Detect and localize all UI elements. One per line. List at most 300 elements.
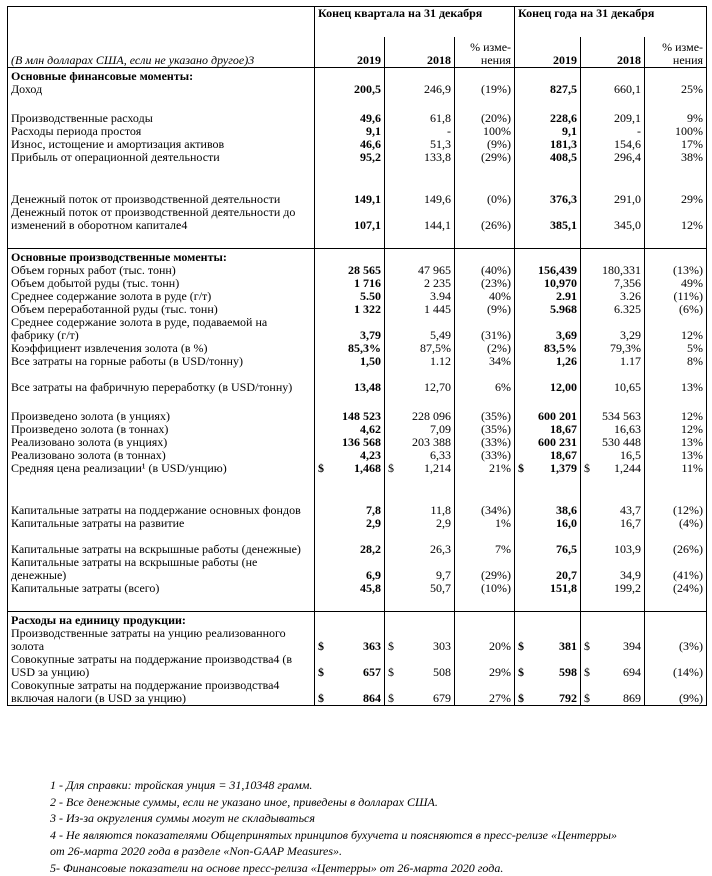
row-label: Все затраты на фабричную переработку (в USD/тонну) [8,368,315,394]
value-q18: 1 445 [385,303,455,316]
spacer-cell [8,595,315,612]
spacer-cell [315,475,385,491]
row-label: Совокупные затраты на поддержание производства4 (в USD за унцию) [8,653,315,679]
value-y19: 12,00 [515,368,581,394]
value-y19: 76,5 [515,530,581,556]
value-q19: 95,2 [315,151,385,164]
table-row [8,462,707,475]
value-y18: 103,9 [581,530,645,556]
spacer-cell [385,96,455,112]
value-yc: 49% [645,277,707,290]
spacer-cell [515,232,581,249]
value-q18 [385,653,455,679]
value-q18: 3.94 [385,290,455,303]
value-qc: (35%) [455,410,515,423]
empty-cell [385,612,455,628]
value-qc: (19%) [455,83,515,96]
value-yc: (11%) [645,290,707,303]
cell-value: 1,214 [424,462,451,475]
spacer-cell [645,394,707,410]
spacer-row [8,475,707,491]
value-qc: 100% [455,125,515,138]
col-2018-q: 2018 [385,37,455,68]
footnotes [50,777,700,876]
value-y19: 228,6 [515,112,581,125]
value-q19: 13,48 [315,368,385,394]
footnote-line: 4 - Не являются показателями Общепринятых принципов бухучета и поясняются в пресс-релизе «Центерры» [50,827,700,844]
value-yc: 8% [645,355,707,368]
value-y18: 43,7 [581,491,645,517]
value-q19 [315,627,385,653]
value-qc: 6% [455,368,515,394]
value-y19: 1,26 [515,355,581,368]
value-q19: 2,9 [315,517,385,530]
value-y18: 291,0 [581,180,645,206]
table-row [8,679,707,706]
table-row [8,206,707,232]
value-q19: 200,5 [315,83,385,96]
table-row [8,277,707,290]
value-y19 [515,679,581,706]
currency-symbol: $ [388,462,394,475]
value-y19: 18,67 [515,423,581,436]
table-row [8,180,707,206]
value-y18 [581,679,645,706]
value-y19: 827,5 [515,83,581,96]
row-label: Капитальные затраты на вскрышные работы (денежные) [8,530,315,556]
spacer-cell [385,164,455,180]
table-row [8,151,707,164]
currency-symbol: $ [518,462,524,475]
empty-cell [385,249,455,265]
value-y19: 38,6 [515,491,581,517]
value-qc: 27% [455,679,515,706]
row-label: Реализовано золота (в унциях) [8,436,315,449]
table-row [8,368,707,394]
value-y19: 385,1 [515,206,581,232]
table-row [8,264,707,277]
spacer-cell [385,394,455,410]
value-q19: 3,79 [315,316,385,342]
section-row [8,249,707,265]
value-q19: 6,9 [315,556,385,582]
value-yc: 17% [645,138,707,151]
value-y18: 296,4 [581,151,645,164]
quarter-group-header: Конец квартала на 31 декабря [315,7,515,38]
spacer-cell [645,96,707,112]
value-yc: 11% [645,462,707,475]
spacer-cell [515,96,581,112]
value-qc: (35%) [455,423,515,436]
value-q19: 5.50 [315,290,385,303]
value-y18 [581,462,645,475]
spacer-cell [645,595,707,612]
value-qc: (10%) [455,582,515,595]
cell-value: 363 [363,640,381,653]
value-y19: 3,69 [515,316,581,342]
spacer-cell [515,595,581,612]
value-yc: 12% [645,206,707,232]
value-q19: 1,50 [315,355,385,368]
row-label: Прибыль от операционной деятельности [8,151,315,164]
value-y19: 83,5% [515,342,581,355]
col-2018-y: 2018 [581,37,645,68]
value-yc: (12%) [645,491,707,517]
row-label: Капитальные затраты на развитие [8,517,315,530]
spacer-cell [455,232,515,249]
spacer-row [8,232,707,249]
value-y19: 151,8 [515,582,581,595]
value-qc: 34% [455,355,515,368]
spacer-cell [315,595,385,612]
currency-symbol: $ [584,666,590,679]
currency-symbol: $ [518,666,524,679]
value-y18: 7,356 [581,277,645,290]
value-q18 [385,627,455,653]
value-qc: (29%) [455,556,515,582]
value-q19 [315,653,385,679]
table-row [8,582,707,595]
cell-value: 598 [559,666,577,679]
value-y19: 181,3 [515,138,581,151]
value-q19: 28 565 [315,264,385,277]
empty-cell [455,612,515,628]
empty-cell [455,68,515,84]
value-yc: (4%) [645,517,707,530]
cell-value: 1,379 [550,462,577,475]
spacer-cell [455,595,515,612]
spacer-cell [315,96,385,112]
value-yc: 12% [645,410,707,423]
currency-symbol: $ [584,462,590,475]
spacer-cell [645,164,707,180]
value-y19: 18,67 [515,449,581,462]
value-q18: - [385,125,455,138]
value-q18: 133,8 [385,151,455,164]
spacer-cell [515,394,581,410]
value-q18: 6,33 [385,449,455,462]
value-y19: 20,7 [515,556,581,582]
value-q19: 4,23 [315,449,385,462]
empty-cell [581,249,645,265]
value-qc: 29% [455,653,515,679]
value-q18: 1.12 [385,355,455,368]
spacer-cell [515,475,581,491]
section-title: Расходы на единицу продукции: [8,612,315,628]
table-row [8,449,707,462]
value-yc: 13% [645,436,707,449]
value-y19: 600 231 [515,436,581,449]
currency-symbol: $ [518,640,524,653]
value-qc: (33%) [455,436,515,449]
table-row [8,303,707,316]
currency-symbol: $ [318,640,324,653]
value-yc: (26%) [645,530,707,556]
value-y18: 16,7 [581,517,645,530]
empty-cell [515,249,581,265]
footnote-line: от 26-марта 2020 года в разделе «Non-GAAP Measures». [50,843,700,860]
value-qc: 20% [455,627,515,653]
header-group-row [8,7,707,38]
spacer-cell [385,475,455,491]
value-yc: 5% [645,342,707,355]
currency-symbol: $ [318,462,324,475]
value-q19: 1 716 [315,277,385,290]
value-y18: 660,1 [581,83,645,96]
value-y19 [515,462,581,475]
table-row [8,517,707,530]
value-y18: 154,6 [581,138,645,151]
table-row [8,556,707,582]
value-y18: 209,1 [581,112,645,125]
spacer-cell [581,394,645,410]
row-label: Капитальные затраты на поддержание основных фондов [8,491,315,517]
cell-value: 679 [433,692,451,705]
value-q18: 5,49 [385,316,455,342]
empty-cell [315,249,385,265]
cell-value: 508 [433,666,451,679]
value-y19: 156,439 [515,264,581,277]
spacer-cell [8,96,315,112]
empty-cell [645,612,707,628]
value-y19: 5.968 [515,303,581,316]
value-y18: 6.325 [581,303,645,316]
section-title: Основные производственные моменты: [8,249,315,265]
value-qc: (29%) [455,151,515,164]
table-row [8,530,707,556]
value-yc: (14%) [645,653,707,679]
currency-symbol: $ [584,692,590,705]
row-label: Реализовано золота (в тоннах) [8,449,315,462]
table-row [8,342,707,355]
value-yc: (24%) [645,582,707,595]
row-label: Денежный поток от производственной деятельности до изменений в оборотном капитале4 [8,206,315,232]
value-y18: - [581,125,645,138]
row-label: Объем переработанной руды (тыс. тонн) [8,303,315,316]
spacer-cell [455,475,515,491]
table-row [8,410,707,423]
table-row [8,627,707,653]
value-q18: 50,7 [385,582,455,595]
value-qc: (0%) [455,180,515,206]
value-q19: 45,8 [315,582,385,595]
spacer-cell [581,595,645,612]
empty-cell [385,68,455,84]
cell-value: 1,244 [614,462,641,475]
currency-symbol: $ [584,640,590,653]
cell-value: 869 [623,692,641,705]
cell-value: 657 [363,666,381,679]
footnote-line: 5- Финансовые показатели на основе пресс-релиза «Центерры» от 26-марта 2020 года. [50,860,700,876]
spacer-cell [315,232,385,249]
spacer-cell [455,96,515,112]
spacer-cell [581,232,645,249]
value-q18 [385,679,455,706]
currency-symbol: $ [388,666,394,679]
empty-cell [645,249,707,265]
value-y18: 534 563 [581,410,645,423]
footnote-line: 1 - Для справки: тройская унция = 31,10348 грамм. [50,777,700,794]
value-y18: 16,63 [581,423,645,436]
value-q18: 11,8 [385,491,455,517]
currency-symbol: $ [318,666,324,679]
value-qc: (9%) [455,138,515,151]
empty-cell [515,68,581,84]
value-q18: 144,1 [385,206,455,232]
units-note: (В млн долларах США, если не указано другое)3 [8,7,315,68]
section-row [8,612,707,628]
value-y19: 600 201 [515,410,581,423]
value-y18 [581,627,645,653]
cell-value: 381 [559,640,577,653]
spacer-cell [8,475,315,491]
value-y18 [581,653,645,679]
row-label: Объем добытой руды (тыс. тонн) [8,277,315,290]
spacer-row [8,96,707,112]
value-q18: 61,8 [385,112,455,125]
value-qc: (20%) [455,112,515,125]
value-qc: 7% [455,530,515,556]
value-q18: 47 965 [385,264,455,277]
value-q19: 148 523 [315,410,385,423]
value-y18: 199,2 [581,582,645,595]
value-yc: 100% [645,125,707,138]
currency-symbol: $ [388,640,394,653]
section-title: Основные финансовые моменты: [8,68,315,84]
empty-cell [581,612,645,628]
value-y18: 530 448 [581,436,645,449]
value-yc: 9% [645,112,707,125]
value-q18: 9,7 [385,556,455,582]
row-label: Производственные расходы [8,112,315,125]
section-row [8,68,707,84]
value-q19: 1 322 [315,303,385,316]
value-q19: 46,6 [315,138,385,151]
value-y19: 2.91 [515,290,581,303]
spacer-cell [645,475,707,491]
currency-symbol: $ [518,692,524,705]
row-label: Объем горных работ (тыс. тонн) [8,264,315,277]
value-q19: 85,3% [315,342,385,355]
value-y18: 34,9 [581,556,645,582]
spacer-cell [581,164,645,180]
empty-cell [455,249,515,265]
value-y19: 10,970 [515,277,581,290]
table-row [8,423,707,436]
value-yc: (3%) [645,627,707,653]
value-q19: 107,1 [315,206,385,232]
table-row [8,112,707,125]
value-qc: (23%) [455,277,515,290]
value-qc: (2%) [455,342,515,355]
spacer-row [8,164,707,180]
empty-cell [515,612,581,628]
empty-cell [315,612,385,628]
empty-cell [315,68,385,84]
value-y18: 79,3% [581,342,645,355]
value-q18: 246,9 [385,83,455,96]
value-q19: 4,62 [315,423,385,436]
table-row [8,125,707,138]
value-y19: 16,0 [515,517,581,530]
table-row [8,491,707,517]
value-q18: 51,3 [385,138,455,151]
spacer-cell [385,232,455,249]
footnote-line: 3 - Из-за округления суммы могут не складываться [50,810,700,827]
row-label: Износ, истощение и амортизация активов [8,138,315,151]
row-label: Доход [8,83,315,96]
table-row [8,316,707,342]
spacer-cell [515,164,581,180]
spacer-cell [8,394,315,410]
value-y18: 1.17 [581,355,645,368]
row-label: Производственные затраты на унцию реализованного золота [8,627,315,653]
value-yc: 12% [645,316,707,342]
col-change-q: % изме-нения [455,37,515,68]
value-q18: 228 096 [385,410,455,423]
value-q19: 149,1 [315,180,385,206]
value-q19: 7,8 [315,491,385,517]
value-y18: 10,65 [581,368,645,394]
value-q19: 28,2 [315,530,385,556]
row-label: Денежный поток от производственной деятельности [8,180,315,206]
value-y19: 9,1 [515,125,581,138]
value-q19 [315,679,385,706]
value-y19 [515,627,581,653]
table-row [8,83,707,96]
cell-value: 303 [433,640,451,653]
cell-value: 694 [623,666,641,679]
spacer-cell [315,164,385,180]
row-label: Среднее содержание золота в руде (г/т) [8,290,315,303]
table-row [8,436,707,449]
row-label: Произведено золота (в тоннах) [8,423,315,436]
value-yc: 38% [645,151,707,164]
footnote-line: 2 - Все денежные суммы, если не указано иное, приведены в долларах США. [50,794,700,811]
value-yc: (9%) [645,679,707,706]
spacer-cell [385,595,455,612]
value-yc: 13% [645,368,707,394]
value-q18: 203 388 [385,436,455,449]
value-qc: (31%) [455,316,515,342]
col-2019-y: 2019 [515,37,581,68]
table-row [8,138,707,151]
spacer-cell [315,394,385,410]
value-q18: 2,9 [385,517,455,530]
row-label: Расходы периода простоя [8,125,315,138]
financial-table [7,6,707,706]
value-q19: 49,6 [315,112,385,125]
value-y18: 180,331 [581,264,645,277]
value-qc: (40%) [455,264,515,277]
row-label: Средняя цена реализации¹ (в USD/унцию) [8,462,315,475]
value-q19 [315,462,385,475]
value-q18: 87,5% [385,342,455,355]
cell-value: 864 [363,692,381,705]
value-q18: 2 235 [385,277,455,290]
cell-value: 792 [559,692,577,705]
value-qc: (9%) [455,303,515,316]
row-label: Капитальные затраты (всего) [8,582,315,595]
value-yc: 12% [645,423,707,436]
value-yc: 29% [645,180,707,206]
spacer-cell [8,164,315,180]
spacer-cell [8,232,315,249]
table-row [8,355,707,368]
row-label: Коэффициент извлечения золота (в %) [8,342,315,355]
row-label: Все затраты на горные работы (в USD/тонну) [8,355,315,368]
value-y18: 16,5 [581,449,645,462]
